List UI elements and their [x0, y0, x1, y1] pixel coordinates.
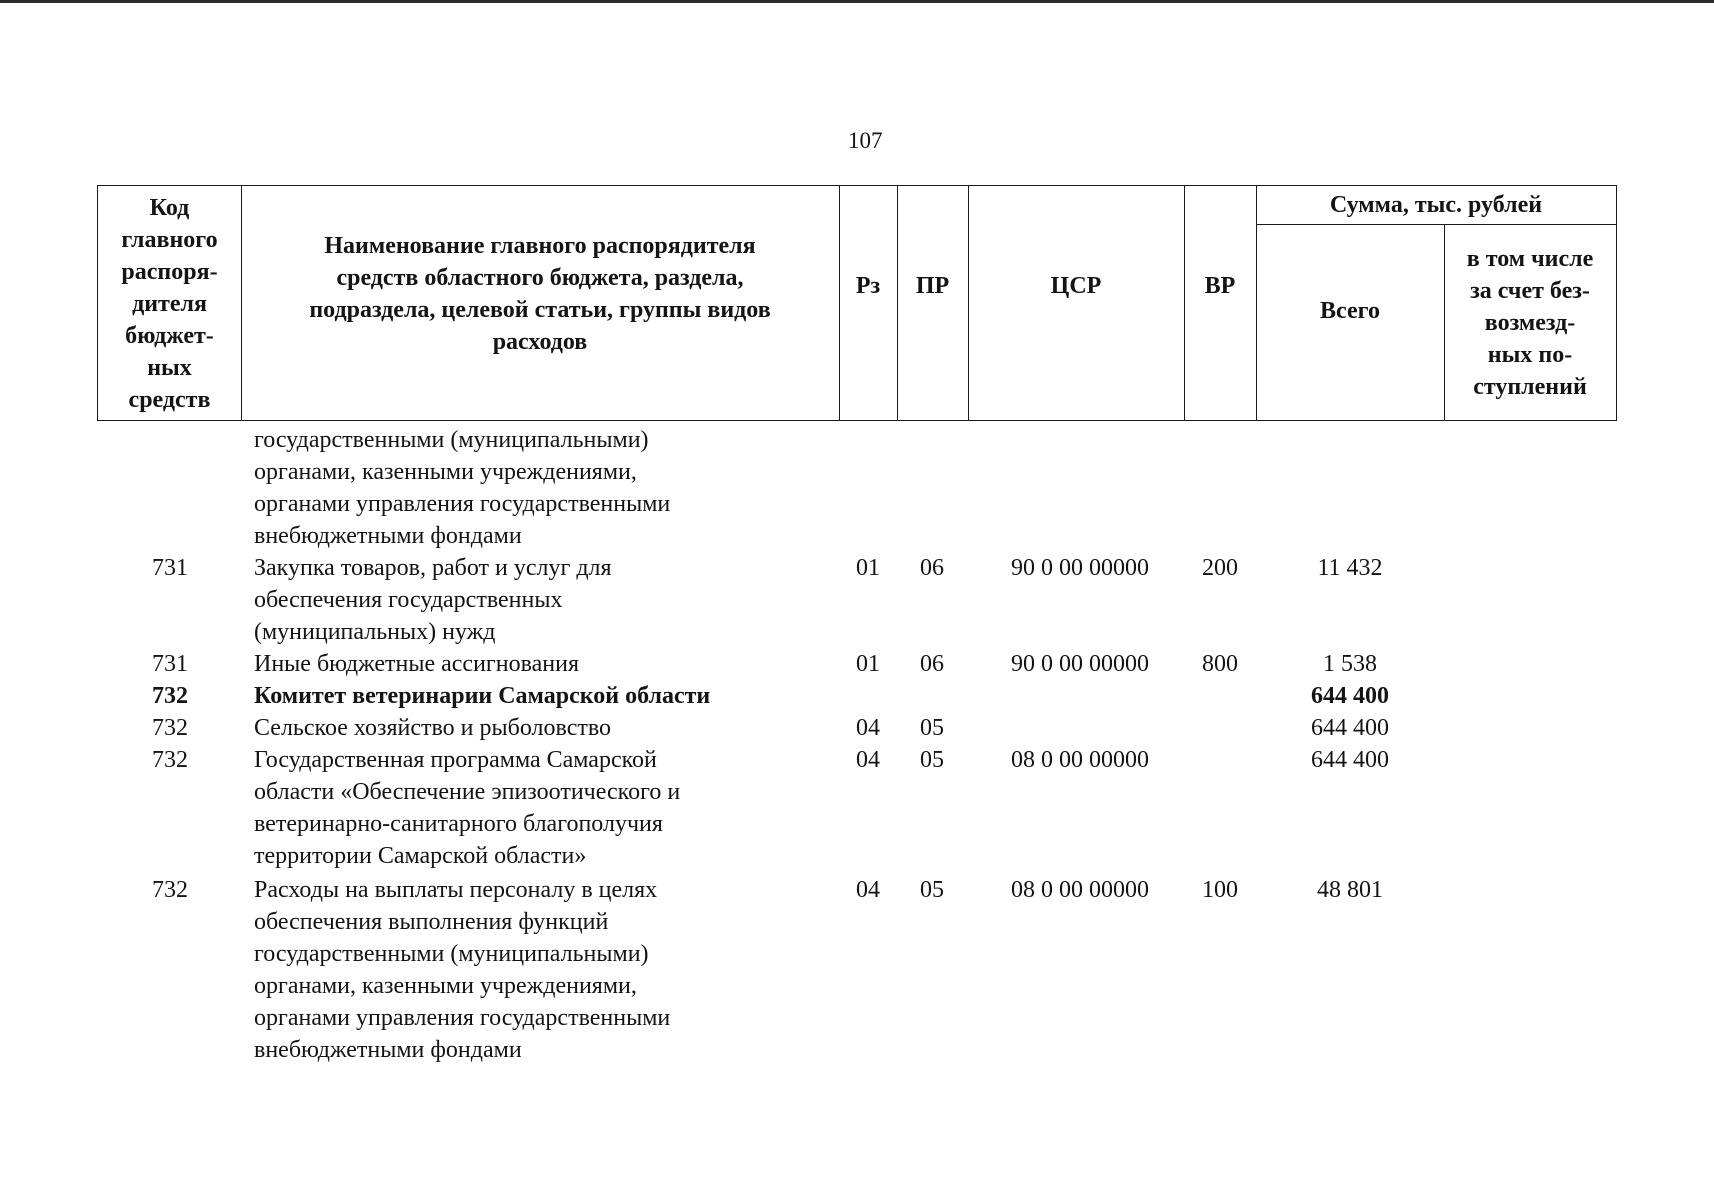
row-name [254, 424, 854, 552]
header-incl-line: в том числе [1466, 246, 1594, 272]
row-total: 48 801 [1317, 877, 1383, 903]
row-pr: 05 [920, 715, 944, 741]
header-name-line: Наименование главного распорядителя [324, 233, 756, 259]
row-name-line: территории Самарской области» [254, 843, 587, 869]
header-incl-line: ступлений [1473, 374, 1587, 400]
row-name-line: Иные бюджетные ассигнования [254, 651, 579, 677]
row-name [254, 648, 854, 680]
row-name-line: Расходы на выплаты персоналу в целях [254, 877, 658, 903]
row-pr: 06 [920, 555, 944, 581]
row-pr: 05 [920, 747, 944, 773]
row-vr: 200 [1202, 555, 1238, 581]
row-name-line: Государственная программа Самарской [254, 747, 657, 773]
header-code-line: бюджет- [125, 323, 214, 349]
header-name [241, 186, 839, 422]
header-incl-line: возмезд- [1484, 310, 1576, 336]
row-name [254, 680, 854, 712]
row-name-line: Сельское хозяйство и рыболовство [254, 715, 612, 741]
row-csr: 08 0 00 00000 [1011, 747, 1149, 773]
row-code: 732 [152, 715, 188, 741]
header-name-line: подраздела, целевой статьи, группы видов [309, 297, 771, 323]
row-name-line: внебюджетными фондами [254, 523, 522, 549]
header-incl-line: за счет без- [1470, 278, 1590, 304]
header-name-line: расходов [492, 329, 588, 355]
row-name-line: органами, казенными учреждениями, [254, 459, 637, 485]
row-name-line: государственными (муниципальными) [254, 941, 649, 967]
header-incl-line: ных по- [1487, 342, 1573, 368]
row-total: 644 400 [1311, 747, 1389, 773]
header-sum: Сумма, тыс. рублей [1329, 192, 1543, 218]
row-name-line: (муниципальных) нужд [254, 619, 496, 645]
row-csr: 90 0 00 00000 [1011, 651, 1149, 677]
row-name-line: области «Обеспечение эпизоотического и [254, 779, 681, 805]
row-rz: 04 [856, 877, 880, 903]
header-code-line: средств [128, 387, 211, 413]
row-name-line: органами управления государственными [254, 1005, 671, 1031]
header-total: Всего [1320, 298, 1380, 324]
row-vr: 100 [1202, 877, 1238, 903]
row-pr: 06 [920, 651, 944, 677]
row-csr: 90 0 00 00000 [1011, 555, 1149, 581]
row-pr: 05 [920, 877, 944, 903]
header-code-line: распоря- [121, 259, 218, 285]
header-code-line: ных [147, 355, 192, 381]
header-csr: ЦСР [1050, 273, 1102, 299]
row-code: 731 [152, 555, 188, 581]
row-rz: 04 [856, 715, 880, 741]
row-name-line: органами управления государственными [254, 491, 671, 517]
row-name-line: внебюджетными фондами [254, 1037, 522, 1063]
row-name [254, 552, 854, 648]
header-pr: ПР [915, 273, 950, 299]
row-name-line: Закупка товаров, работ и услуг для [254, 555, 612, 581]
row-name-line: органами, казенными учреждениями, [254, 973, 637, 999]
row-name-line: обеспечения выполнения функций [254, 909, 609, 935]
row-rz: 01 [856, 555, 880, 581]
row-name-line: обеспечения государственных [254, 587, 563, 613]
header-code-line: главного [121, 227, 218, 253]
row-csr: 08 0 00 00000 [1011, 877, 1149, 903]
header-name-line: средств областного бюджета, раздела, [336, 265, 744, 291]
row-name [254, 744, 854, 872]
row-name-line: ветеринарно-санитарного благополучия [254, 811, 663, 837]
row-code: 732 [152, 877, 188, 903]
row-total: 644 400 [1311, 715, 1389, 741]
page-number: 107 [848, 128, 883, 153]
row-name [254, 712, 854, 744]
row-name [254, 874, 854, 1066]
header-code [98, 186, 241, 422]
row-vr: 800 [1202, 651, 1238, 677]
page-top-edge [0, 0, 1714, 3]
row-rz: 01 [856, 651, 880, 677]
header-vr: ВР [1204, 273, 1236, 299]
table-header [97, 185, 1617, 421]
row-name-line: Комитет ветеринарии Самарской области [254, 683, 711, 709]
header-code-line: дителя [132, 291, 207, 317]
row-code: 731 [152, 651, 188, 677]
row-code: 732 [152, 747, 188, 773]
header-incl [1444, 224, 1616, 422]
header-rz: Рз [855, 273, 881, 299]
row-total: 644 400 [1311, 683, 1389, 709]
row-total: 11 432 [1317, 555, 1383, 581]
row-code: 732 [152, 683, 188, 709]
header-code-line: Код [149, 195, 190, 221]
row-name-line: государственными (муниципальными) [254, 427, 649, 453]
row-rz: 04 [856, 747, 880, 773]
row-total: 1 538 [1323, 651, 1377, 677]
